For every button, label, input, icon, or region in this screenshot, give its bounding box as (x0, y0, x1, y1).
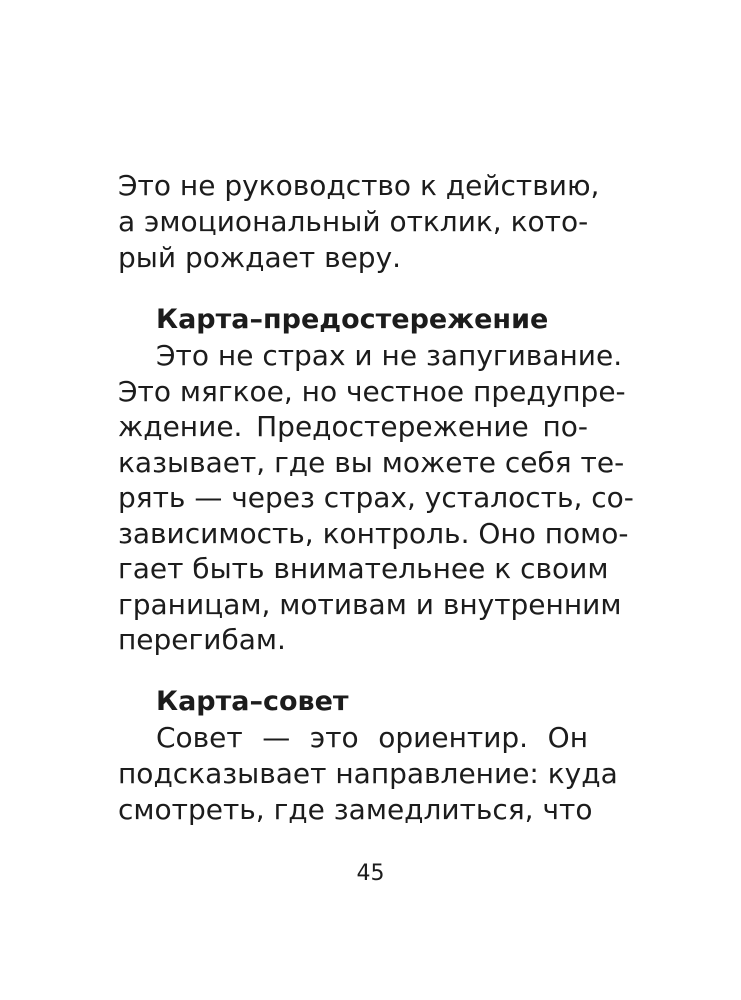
paragraph-line: ждение. Предостережение по- (118, 410, 588, 443)
paragraph-line: Совет — это ориентир. Он (156, 721, 588, 754)
paragraph-line: границам, мотивам и внутренним (118, 588, 622, 621)
paragraph-line: казывает, где вы можете себя те- (118, 446, 625, 479)
paragraph-line: гает быть внимательнее к своим (118, 552, 609, 585)
paragraph-line: зависимость, контроль. Оно помо- (118, 517, 629, 550)
paragraph-line: Это не страх и не запугивание. (156, 339, 623, 372)
paragraph-line: подсказывает направление: куда (118, 757, 618, 790)
page-number: 45 (356, 861, 385, 886)
section-heading-advice: Карта–совет (156, 686, 349, 717)
paragraph-line: а эмоциональный отклик, кото- (118, 205, 589, 238)
section-heading-warning: Карта–предостережение (156, 304, 549, 335)
paragraph-line: рый рождает веру. (118, 241, 402, 274)
paragraph-line: Это мягкое, но честное предупре- (118, 375, 626, 408)
paragraph-line: Это не руководство к действию, (118, 169, 600, 202)
paragraph-line: перегибам. (118, 623, 286, 656)
paragraph-line: рять — через страх, усталость, со- (118, 481, 634, 514)
paragraph-line: смотреть, где замедлиться, что (118, 793, 593, 826)
